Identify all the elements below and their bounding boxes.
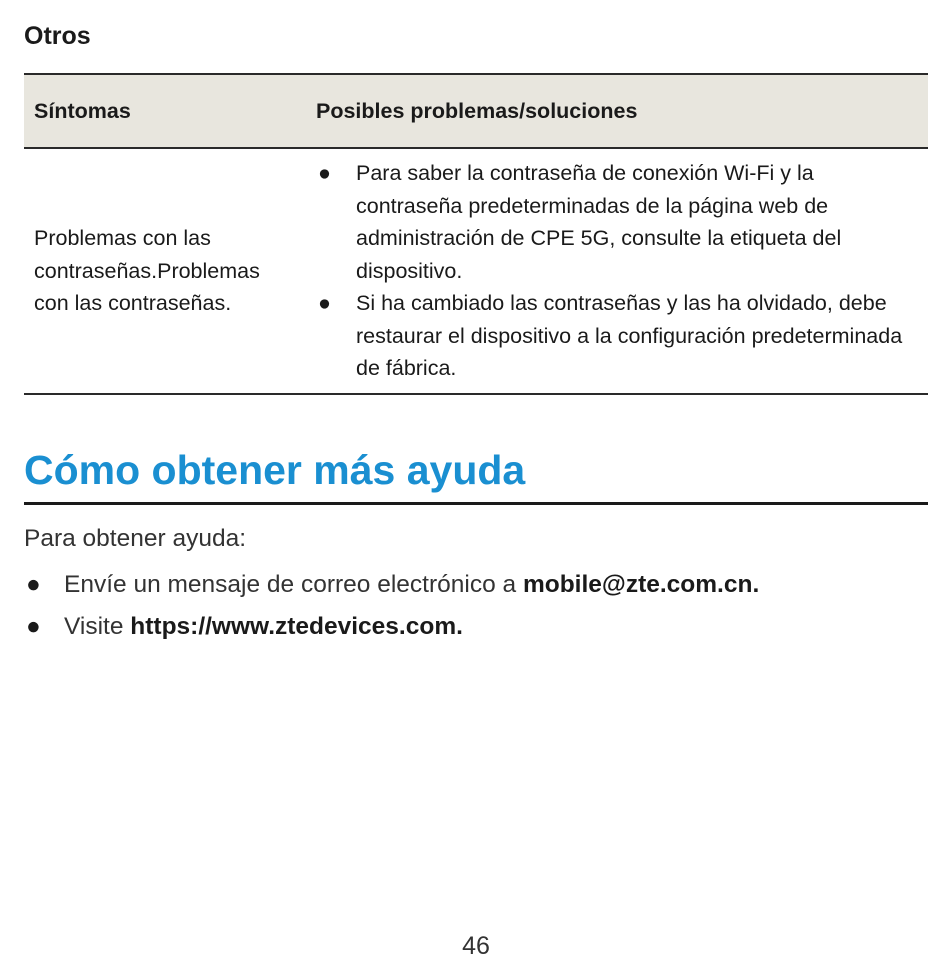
help-item-suffix: . xyxy=(752,571,760,598)
section-title: Otros xyxy=(24,22,91,50)
help-list xyxy=(24,564,928,648)
help-section xyxy=(24,522,928,648)
list-item xyxy=(24,564,928,606)
list-item xyxy=(316,287,918,385)
list-item xyxy=(24,606,928,648)
help-intro: Para obtener ayuda: xyxy=(24,525,247,552)
header-symptoms: Síntomas xyxy=(24,74,306,148)
symptom-cell xyxy=(24,148,306,394)
troubleshooting-table xyxy=(24,73,928,395)
help-heading: Cómo obtener más ayuda xyxy=(24,446,928,505)
page-number: 46 xyxy=(462,932,490,960)
symptom-line: Problemas con las xyxy=(34,226,211,250)
symptom-line: con las contraseñas. xyxy=(34,291,232,315)
help-item-suffix: . xyxy=(456,613,463,640)
table-header-row xyxy=(24,74,928,148)
table-row xyxy=(24,148,928,394)
help-item-text: Envíe un mensaje de correo electrónico a xyxy=(64,571,523,598)
help-item-text: Visite xyxy=(64,613,131,640)
bullet-icon: ● xyxy=(318,291,331,315)
solutions-cell xyxy=(306,148,928,394)
symptom-line: contraseñas.Problemas xyxy=(34,258,260,283)
bullet-icon: ● xyxy=(26,613,41,640)
email-link[interactable]: mobile@zte.com.cn xyxy=(522,571,753,598)
solutions-list xyxy=(316,157,918,385)
bullet-icon: ● xyxy=(26,571,41,598)
website-link[interactable]: https://www.ztedevices.com xyxy=(130,613,457,640)
solution-text: Para saber la contraseña de conexión Wi-Fi y la contraseña predeterminadas de la página web de administración de CPE 5G, consulte la etiqueta del dispositivo. xyxy=(356,161,842,283)
solution-text: Si ha cambiado las contraseñas y las ha olvidado, debe restaurar el dispositivo a la configuración predeterminada de fábrica. xyxy=(356,291,903,380)
bullet-icon: ● xyxy=(318,161,331,185)
header-solutions: Posibles problemas/soluciones xyxy=(306,74,928,148)
list-item xyxy=(316,157,918,287)
document-page xyxy=(24,0,928,960)
